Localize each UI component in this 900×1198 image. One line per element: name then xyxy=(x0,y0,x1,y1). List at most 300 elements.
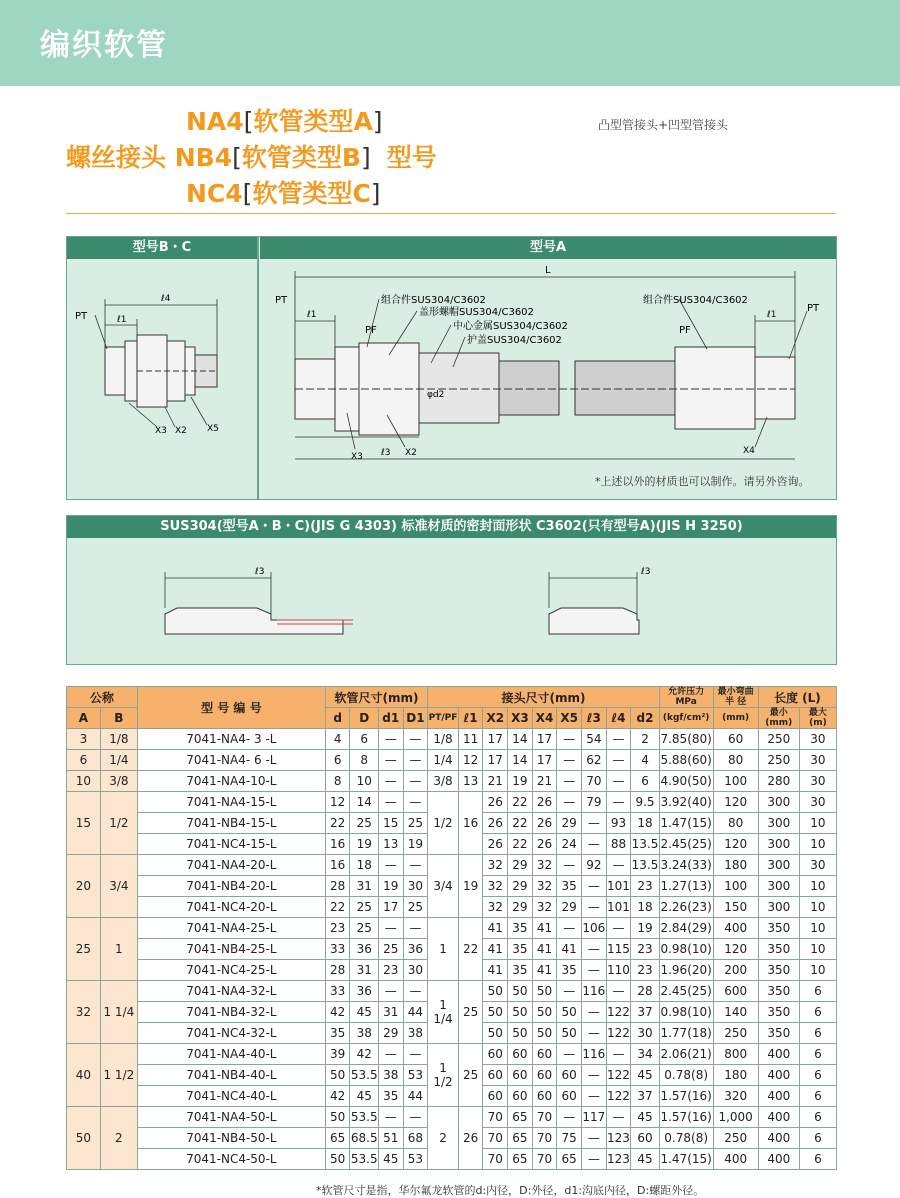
table-cell: 41 xyxy=(532,918,557,939)
material-center-metal: 中心金属SUS304/C3602 xyxy=(453,321,568,332)
table-cell: 60 xyxy=(713,729,758,750)
table-cell: 23 xyxy=(631,876,659,897)
table-cell: 101 xyxy=(606,876,631,897)
label-pf-a: PF xyxy=(365,325,377,336)
table-row xyxy=(67,1044,837,1065)
table-cell: — xyxy=(606,750,631,771)
table-cell: — xyxy=(557,1107,582,1128)
table-cell: 350 xyxy=(758,939,799,960)
table-cell: 29 xyxy=(557,897,582,918)
header-length: 长度 (L) xyxy=(758,687,836,708)
table-cell: 300 xyxy=(758,813,799,834)
table-cell: 68.5 xyxy=(350,1128,378,1149)
table-cell: 10 xyxy=(799,939,836,960)
table-cell: — xyxy=(582,1002,607,1023)
table-cell: 41 xyxy=(532,939,557,960)
pressure-label: 允许压力 xyxy=(668,687,705,697)
header-len-min: 最小(mm) xyxy=(758,708,799,729)
table-cell: 4 xyxy=(325,729,350,750)
table-cell: 53.5 xyxy=(350,1149,378,1170)
header-hose: 软管尺寸(mm) xyxy=(325,687,427,708)
label-pf-a-right: PF xyxy=(679,325,691,336)
table-cell: — xyxy=(403,918,428,939)
table-cell: 7041-NA4- 3 -L xyxy=(137,729,325,750)
page-title: 编织软管 xyxy=(40,28,168,63)
table-cell: 32 xyxy=(67,981,101,1044)
table-cell: 6 xyxy=(799,1023,836,1044)
table-cell: 2.45(25) xyxy=(659,981,713,1002)
table-cell: — xyxy=(606,918,631,939)
table-cell: 60 xyxy=(483,1065,508,1086)
table-cell: 7041-NB4-40-L xyxy=(137,1065,325,1086)
code-nc4: NC4 xyxy=(186,179,243,208)
table-cell: 19 xyxy=(458,855,483,918)
table-cell: 40 xyxy=(67,1044,101,1107)
table-cell: 6 xyxy=(799,1149,836,1170)
subtitle: 凸型管接头+凹型管接头 xyxy=(598,118,729,132)
table-cell: 60 xyxy=(508,1044,533,1065)
panel-header-bc: 型号B・C xyxy=(67,237,257,259)
table-cell: 17 xyxy=(532,729,557,750)
table-cell: 30 xyxy=(799,855,836,876)
table-row xyxy=(67,792,837,813)
header-x3: X3 xyxy=(508,708,533,729)
table-cell: 15 xyxy=(67,792,101,855)
table-cell: — xyxy=(557,771,582,792)
header-x4: X4 xyxy=(532,708,557,729)
dim-l1-a: ℓ1 xyxy=(307,310,317,320)
bracket: ] xyxy=(360,143,371,172)
table-cell: 18 xyxy=(631,897,659,918)
table-cell: 7.85(80) xyxy=(659,729,713,750)
table-cell: 42 xyxy=(325,1002,350,1023)
table-cell: 100 xyxy=(713,876,758,897)
table-cell: — xyxy=(378,1044,403,1065)
table-cell: 1 1/2 xyxy=(100,1044,137,1107)
table-row xyxy=(67,729,837,750)
table-cell: 6 xyxy=(799,1086,836,1107)
table-cell: 400 xyxy=(713,1149,758,1170)
table-cell: 30 xyxy=(799,750,836,771)
table-cell: 250 xyxy=(713,1023,758,1044)
table-cell: 41 xyxy=(483,939,508,960)
type-c: 软管类型C xyxy=(252,179,371,208)
table-cell: 13 xyxy=(458,771,483,792)
table-cell: 25 xyxy=(403,813,428,834)
bend-label: 最小弯曲 xyxy=(717,687,754,697)
table-cell: 28 xyxy=(631,981,659,1002)
table-cell: 7041-NA4-50-L xyxy=(137,1107,325,1128)
table-cell: 19 xyxy=(631,918,659,939)
table-cell: 400 xyxy=(758,1044,799,1065)
table-cell: — xyxy=(403,750,428,771)
table-cell: 19 xyxy=(350,834,378,855)
table-cell: 120 xyxy=(713,939,758,960)
table-cell: 65 xyxy=(557,1149,582,1170)
table-cell: 34 xyxy=(631,1044,659,1065)
table-cell: 42 xyxy=(350,1044,378,1065)
table-cell: 350 xyxy=(758,1002,799,1023)
table-cell: 6 xyxy=(799,1002,836,1023)
label-pt-a: PT xyxy=(275,295,288,306)
table-cell: 1/2 xyxy=(428,792,459,855)
table-cell: 70 xyxy=(582,771,607,792)
table-cell: 26 xyxy=(458,1107,483,1170)
table-cell: 1/8 xyxy=(428,729,459,750)
table-cell: — xyxy=(378,771,403,792)
type-a: 软管类型A xyxy=(253,107,373,136)
table-cell: 25 xyxy=(458,1044,483,1107)
bend-label-2: 半 径 xyxy=(725,697,747,707)
table-cell: 26 xyxy=(483,834,508,855)
table-cell: 1/8 xyxy=(100,729,137,750)
table-cell: 10 xyxy=(799,918,836,939)
table-cell: — xyxy=(378,981,403,1002)
table-cell: 1,000 xyxy=(713,1107,758,1128)
table-cell: 22 xyxy=(508,792,533,813)
title-line-3 xyxy=(186,174,381,210)
table-cell: 7041-NA4-15-L xyxy=(137,792,325,813)
table-cell: 8 xyxy=(350,750,378,771)
table-cell: 53 xyxy=(403,1149,428,1170)
table-cell: 7041-NC4-15-L xyxy=(137,834,325,855)
bracket: [ xyxy=(232,143,242,172)
table-cell: 2 xyxy=(631,729,659,750)
material-cap-nut: 盖形螺帽SUS304/C3602 xyxy=(419,307,534,318)
table-cell: 26 xyxy=(532,792,557,813)
table-cell: 37 xyxy=(631,1002,659,1023)
table-cell: 50 xyxy=(532,1002,557,1023)
table-cell: 35 xyxy=(557,876,582,897)
footnote: *软管尺寸是指，华尔氟龙软管的d:内径，D:外径，d1:沟底内径，D:螺距外径。 xyxy=(316,1184,705,1197)
table-cell: — xyxy=(378,855,403,876)
table-cell: 400 xyxy=(713,918,758,939)
table-cell: 35 xyxy=(378,1086,403,1107)
table-cell: 1.27(13) xyxy=(659,876,713,897)
label-x3-a: X3 xyxy=(351,452,363,462)
table-cell: 7041-NB4-20-L xyxy=(137,876,325,897)
table-row xyxy=(67,771,837,792)
table-cell: 38 xyxy=(403,1023,428,1044)
table-cell: 32 xyxy=(532,855,557,876)
table-cell: 122 xyxy=(606,1086,631,1107)
table-cell: 60 xyxy=(557,1065,582,1086)
table-cell: 29 xyxy=(508,855,533,876)
table-cell: 65 xyxy=(508,1128,533,1149)
table-cell: — xyxy=(403,855,428,876)
table-row xyxy=(67,981,837,1002)
table-cell: 400 xyxy=(758,1107,799,1128)
diagram-panel xyxy=(66,236,837,500)
table-cell: 180 xyxy=(713,855,758,876)
table-cell: 7041-NB4-32-L xyxy=(137,1002,325,1023)
table-cell: — xyxy=(403,1044,428,1065)
table-cell: 3 xyxy=(67,729,101,750)
table-cell: 12 xyxy=(325,792,350,813)
table-cell: 92 xyxy=(582,855,607,876)
table-cell: 122 xyxy=(606,1023,631,1044)
table-cell: 7041-NA4-32-L xyxy=(137,981,325,1002)
header-bend-unit: (mm) xyxy=(713,708,758,729)
table-cell: 26 xyxy=(483,813,508,834)
seal-panel-header: SUS304(型号A・B・C)(JIS G 4303) 标准材质的密封面形状 C3602(只有型号A)(JIS H 3250) xyxy=(67,516,836,538)
table-cell: 38 xyxy=(378,1065,403,1086)
table-cell: 50 xyxy=(557,1002,582,1023)
table-cell: — xyxy=(606,855,631,876)
fitting-drawings xyxy=(67,237,836,499)
table-cell: 350 xyxy=(758,1023,799,1044)
table-cell: 25 xyxy=(67,918,101,981)
dim-l3-seal-left: ℓ3 xyxy=(255,567,265,577)
table-cell: 122 xyxy=(606,1065,631,1086)
table-cell: 19 xyxy=(403,834,428,855)
dim-l3-seal-right: ℓ3 xyxy=(641,567,651,577)
table-cell: 2 xyxy=(100,1107,137,1170)
table-cell: 5.88(60) xyxy=(659,750,713,771)
code-nb4: NB4 xyxy=(174,143,233,172)
table-cell: 10 xyxy=(350,771,378,792)
header-ptpf: PT/PF xyxy=(428,708,459,729)
table-cell: 14 xyxy=(508,729,533,750)
seal-drawings xyxy=(67,516,836,664)
table-cell: 53.5 xyxy=(350,1107,378,1128)
table-cell: — xyxy=(403,771,428,792)
table-cell: 33 xyxy=(325,939,350,960)
table-cell: 24 xyxy=(557,834,582,855)
table-cell: 45 xyxy=(350,1002,378,1023)
table-cell: 29 xyxy=(557,813,582,834)
table-cell: 35 xyxy=(325,1023,350,1044)
table-cell: 1/4 xyxy=(100,750,137,771)
table-cell: — xyxy=(582,1086,607,1107)
table-cell: 18 xyxy=(631,813,659,834)
dim-l1-left: ℓ1 xyxy=(117,315,127,325)
table-cell: 23 xyxy=(325,918,350,939)
fitting-bc-drawing xyxy=(105,335,217,407)
table-cell: 50 xyxy=(325,1149,350,1170)
table-cell: 36 xyxy=(350,939,378,960)
table-row xyxy=(67,1107,837,1128)
table-cell: 2.26(23) xyxy=(659,897,713,918)
header-bend xyxy=(713,687,758,708)
table-cell: 41 xyxy=(483,918,508,939)
table-cell: 65 xyxy=(325,1128,350,1149)
table-cell: 80 xyxy=(713,750,758,771)
table-cell: 26 xyxy=(483,792,508,813)
table-cell: — xyxy=(378,1107,403,1128)
table-cell: 7041-NB4-25-L xyxy=(137,939,325,960)
spec-table xyxy=(66,686,837,1170)
header-banner xyxy=(0,0,900,86)
table-row xyxy=(67,918,837,939)
table-cell: 41 xyxy=(557,939,582,960)
table-cell: 50 xyxy=(557,1023,582,1044)
table-cell: — xyxy=(378,918,403,939)
table-cell: 100 xyxy=(713,771,758,792)
dim-l3-a: ℓ3 xyxy=(381,448,391,458)
table-cell: 42 xyxy=(325,1086,350,1107)
table-cell: — xyxy=(606,729,631,750)
table-cell: — xyxy=(582,1149,607,1170)
table-row xyxy=(67,855,837,876)
bracket: [ xyxy=(242,179,253,208)
table-cell: 2.45(25) xyxy=(659,834,713,855)
table-cell: 2 xyxy=(428,1107,459,1170)
table-cell: 320 xyxy=(713,1086,758,1107)
code-na4: NA4 xyxy=(186,107,244,136)
table-cell: 60 xyxy=(483,1044,508,1065)
table-cell: 21 xyxy=(532,771,557,792)
table-cell: 600 xyxy=(713,981,758,1002)
table-cell: 22 xyxy=(458,918,483,981)
table-cell: 13.5 xyxy=(631,834,659,855)
table-cell: 60 xyxy=(532,1044,557,1065)
table-cell: 22 xyxy=(325,897,350,918)
table-cell: — xyxy=(403,1107,428,1128)
table-cell: 31 xyxy=(350,876,378,897)
table-cell: 7041-NA4-20-L xyxy=(137,855,325,876)
table-cell: 75 xyxy=(557,1128,582,1149)
table-cell: 7041-NA4-25-L xyxy=(137,918,325,939)
table-cell: 36 xyxy=(403,939,428,960)
panel-header-a: 型号A xyxy=(260,237,836,259)
table-cell: — xyxy=(378,792,403,813)
table-cell: 6 xyxy=(799,1128,836,1149)
table-cell: 3/4 xyxy=(428,855,459,918)
table-cell: — xyxy=(378,750,403,771)
label-x2-a: X2 xyxy=(405,448,417,458)
header-a: A xyxy=(67,708,101,729)
table-cell: 10 xyxy=(67,771,101,792)
table-cell: 50 xyxy=(483,1002,508,1023)
table-cell: 25 xyxy=(350,813,378,834)
table-cell: 53 xyxy=(403,1065,428,1086)
table-cell: 32 xyxy=(532,897,557,918)
table-cell: 32 xyxy=(483,876,508,897)
table-cell: 50 xyxy=(67,1107,101,1170)
table-cell: 25 xyxy=(403,897,428,918)
material-note: *上述以外的材质也可以制作。请另外咨询。 xyxy=(595,475,810,488)
table-cell: 60 xyxy=(631,1128,659,1149)
table-cell: — xyxy=(606,792,631,813)
table-cell: 37 xyxy=(631,1086,659,1107)
table-cell: 4.90(50) xyxy=(659,771,713,792)
table-cell: 45 xyxy=(378,1149,403,1170)
table-cell: 7041-NA4-10-L xyxy=(137,771,325,792)
table-cell: 36 xyxy=(350,981,378,1002)
header-pressure xyxy=(659,687,713,708)
table-cell: 28 xyxy=(325,876,350,897)
dim-l4-left: ℓ4 xyxy=(161,294,171,304)
table-cell: 17 xyxy=(483,729,508,750)
table-cell: — xyxy=(403,792,428,813)
table-row xyxy=(67,750,837,771)
table-cell: 13.5 xyxy=(631,855,659,876)
table-cell: 17 xyxy=(483,750,508,771)
type-b: 软管类型B xyxy=(241,143,361,172)
table-cell: 45 xyxy=(631,1149,659,1170)
table-cell: 1.57(16) xyxy=(659,1107,713,1128)
table-cell: 31 xyxy=(350,960,378,981)
table-cell: 25 xyxy=(350,897,378,918)
table-cell: 140 xyxy=(713,1002,758,1023)
table-cell: — xyxy=(403,729,428,750)
table-cell: 51 xyxy=(378,1128,403,1149)
header-nominal: 公称 xyxy=(67,687,138,708)
table-cell: 50 xyxy=(483,1023,508,1044)
title-line-1 xyxy=(186,102,383,138)
table-cell: 25 xyxy=(378,939,403,960)
table-cell: 60 xyxy=(532,1065,557,1086)
header-d2: d2 xyxy=(631,708,659,729)
header-l3: ℓ3 xyxy=(582,708,607,729)
table-cell: 50 xyxy=(483,981,508,1002)
suffix-model: 型号 xyxy=(386,143,437,172)
table-cell: 400 xyxy=(758,1149,799,1170)
header-len-max: 最大 (m) xyxy=(799,708,836,729)
table-cell: 17 xyxy=(532,750,557,771)
table-cell: 30 xyxy=(403,960,428,981)
table-cell: 45 xyxy=(631,1065,659,1086)
header-l1: ℓ1 xyxy=(458,708,483,729)
table-cell: 0.98(10) xyxy=(659,1002,713,1023)
table-cell: 10 xyxy=(799,960,836,981)
table-cell: 23 xyxy=(631,939,659,960)
table-cell: 50 xyxy=(508,1002,533,1023)
table-cell: 1/2 xyxy=(100,792,137,855)
table-cell: 300 xyxy=(758,792,799,813)
table-cell: 10 xyxy=(799,813,836,834)
table-cell: — xyxy=(557,1044,582,1065)
table-cell: 50 xyxy=(325,1107,350,1128)
table-cell: 70 xyxy=(532,1107,557,1128)
table-cell: 93 xyxy=(606,813,631,834)
table-cell: — xyxy=(557,792,582,813)
table-cell: 80 xyxy=(713,813,758,834)
table-cell: 32 xyxy=(483,855,508,876)
table-cell: 350 xyxy=(758,918,799,939)
table-cell: 38 xyxy=(350,1023,378,1044)
table-cell: 3/8 xyxy=(428,771,459,792)
table-cell: 3/8 xyxy=(100,771,137,792)
header-joint: 接头尺寸(mm) xyxy=(428,687,660,708)
table-cell: 35 xyxy=(508,918,533,939)
table-cell: — xyxy=(582,939,607,960)
table-cell: — xyxy=(606,981,631,1002)
table-cell: 35 xyxy=(508,960,533,981)
table-cell: — xyxy=(403,981,428,1002)
dim-l: L xyxy=(545,265,551,276)
table-cell: 35 xyxy=(557,960,582,981)
table-cell: 44 xyxy=(403,1002,428,1023)
table-cell: 0.98(10) xyxy=(659,939,713,960)
table-cell: — xyxy=(557,981,582,1002)
table-cell: 250 xyxy=(713,1128,758,1149)
table-cell: 25 xyxy=(458,981,483,1044)
header-x5: X5 xyxy=(557,708,582,729)
table-cell: 106 xyxy=(582,918,607,939)
table-cell: 6 xyxy=(631,771,659,792)
table-cell: 23 xyxy=(378,960,403,981)
table-cell: 7041-NC4-40-L xyxy=(137,1086,325,1107)
material-cover: 护盖SUS304/C3602 xyxy=(467,335,562,346)
table-cell: 1.47(15) xyxy=(659,1149,713,1170)
table-cell: 16 xyxy=(458,792,483,855)
table-cell: 9.5 xyxy=(631,792,659,813)
table-cell: 122 xyxy=(606,1002,631,1023)
table-cell: 10 xyxy=(799,834,836,855)
table-cell: 4 xyxy=(631,750,659,771)
